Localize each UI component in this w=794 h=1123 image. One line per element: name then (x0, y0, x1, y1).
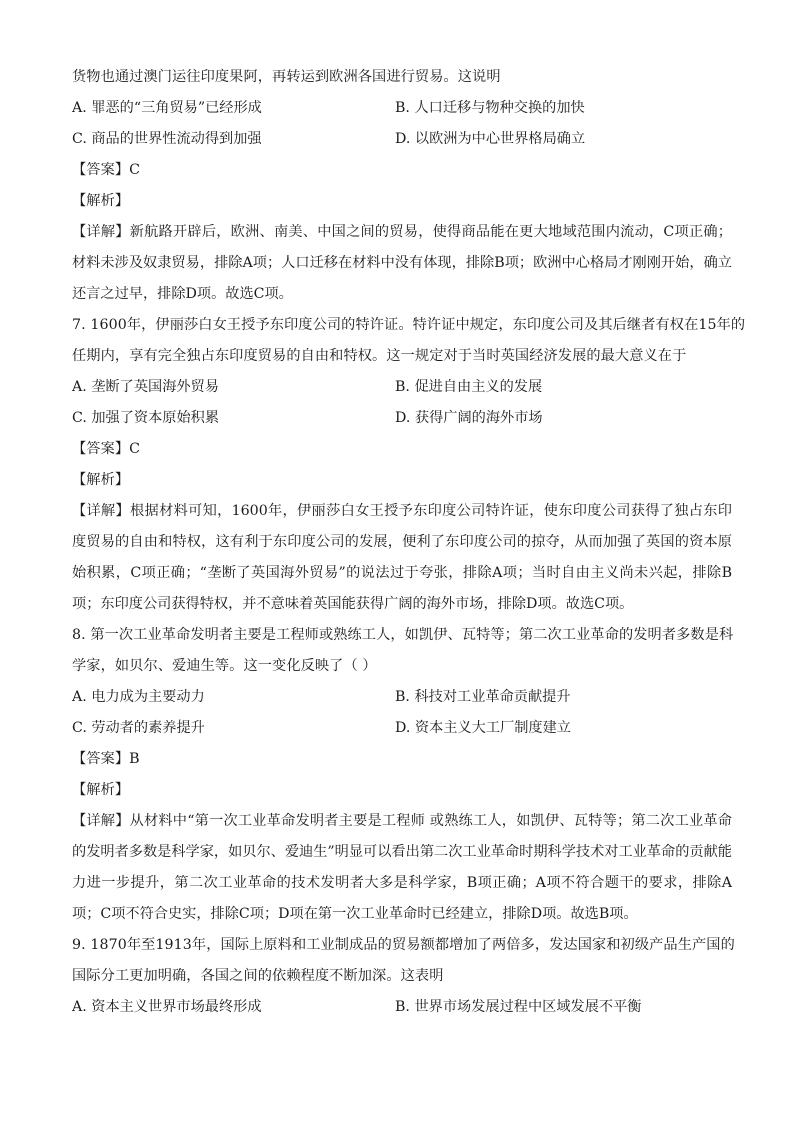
q8-detail (72, 806, 732, 930)
answer-label: 【答案】 (72, 441, 130, 457)
q6-option-a: A. 罪恶的“三角贸易”已经形成 (72, 100, 262, 116)
detail-text: 新航路开辟后，欧洲、南美、中国之间的贸易，使得商品能在更大地域范围内流动，C项正确；材料未涉及奴隶贸易，排除A项；人口迁移在材料中没有体现，排除B项；欧洲中心格局才刚刚开始，确立还言之过早，排除D项。故选C项。 (72, 224, 732, 302)
q8-answer (72, 744, 732, 775)
q6-options-row-2 (72, 124, 732, 155)
q7-detail (72, 496, 732, 620)
q8-options-row-2 (72, 713, 732, 744)
answer-value: B (129, 751, 140, 767)
q8-analysis-label: 【解析】 (72, 782, 130, 798)
q8-option-a: A. 电力成为主要动力 (72, 689, 205, 705)
q7-stem-line-1: 7. 1600年，伊丽莎白女王授予东印度公司的特许证。特许证中规定，东印度公司及其后继者有权在15年的 (72, 317, 746, 333)
q6-options-row-1 (72, 93, 732, 124)
q7-answer (72, 434, 732, 465)
q8-option-c: C. 劳动者的素养提升 (72, 720, 205, 736)
q9-stem-line-1: 9. 1870年至1913年，国际上原料和工业制成品的贸易额都增加了两倍多，发达国家和初级产品生产国的 (72, 937, 735, 953)
detail-label: 【详解】 (72, 813, 130, 829)
q8-stem-line-2: 学家，如贝尔、爱迪生等。这一变化反映了（ ） (72, 658, 377, 674)
answer-value: C (129, 162, 141, 178)
detail-text: 从材料中“第一次工业革命发明者主要是工程师 或熟练工人，如凯伊、瓦特等；第二次工业革命的发明者多数是科学家，如贝尔、爱迪生”明显可以看出第二次工业革命时期科学技术对工业革命的贡献能力进一步提升，第二次工业革命的技术发明者大多是科学家，B项正确；A项不符合题干的要求，排除A项；C项不符合史实，排除C项；D项在第一次工业革命时已经建立，排除D项。故选B项。 (72, 813, 732, 922)
q7-options-row-1 (72, 372, 732, 403)
q7-option-a: A. 垄断了英国海外贸易 (72, 379, 219, 395)
document-page (72, 62, 746, 1023)
q8-option-d: D. 资本主义大工厂制度建立 (395, 720, 571, 736)
detail-label: 【详解】 (72, 224, 130, 240)
q6-option-c: C. 商品的世界性流动得到加强 (72, 131, 262, 147)
q7-option-b: B. 促进自由主义的发展 (395, 379, 543, 395)
q7-stem-line-2: 任期内，享有完全独占东印度贸易的自由和特权。这一规定对于当时英国经济发展的最大意义在于 (72, 348, 687, 364)
q8-option-b: B. 科技对工业革命贡献提升 (395, 689, 571, 705)
answer-value: C (129, 441, 141, 457)
detail-label: 【详解】 (72, 503, 131, 519)
q7-option-c: C. 加强了资本原始积累 (72, 410, 220, 426)
q7-options-row-2 (72, 403, 732, 434)
q7-option-d: D. 获得广阔的海外市场 (395, 410, 543, 426)
answer-label: 【答案】 (72, 162, 130, 178)
q6-option-b: B. 人口迁移与物种交换的加快 (395, 100, 585, 116)
answer-label: 【答案】 (72, 751, 130, 767)
q7-analysis-label: 【解析】 (72, 472, 130, 488)
q8-options-row-1 (72, 682, 732, 713)
q9-option-a: A. 资本主义世界市场最终形成 (72, 999, 262, 1015)
q6-analysis-label: 【解析】 (72, 193, 130, 209)
q6-option-d: D. 以欧洲为中心世界格局确立 (395, 131, 586, 147)
q6-detail (72, 217, 732, 310)
q6-stem-tail: 货物也通过澳门运往印度果阿，再转运到欧洲各国进行贸易。这说明 (72, 69, 501, 85)
q8-stem-line-1: 8. 第一次工业革命发明者主要是工程师或熟练工人，如凯伊、瓦特等；第二次工业革命的发明者多数是科 (72, 627, 734, 643)
q6-answer (72, 155, 732, 186)
q9-stem-line-2: 国际分工更加明确，各国之间的依赖程度不断加深。这表明 (72, 968, 444, 984)
detail-text: 根据材料可知，1600年，伊丽莎白女王授予东印度公司特许证，使东印度公司获得了独占东印度贸易的自由和特权，这有利于东印度公司的发展，便利了东印度公司的掠夺，从而加强了英国的资本原始积累，C项正确；“垄断了英国海外贸易”的说法过于夸张，排除A项；当时自由主义尚未兴起，排除B项；东印度公司获得特权，并不意味着英国能获得广阔的海外市场，排除D项。故选C项。 (72, 503, 732, 612)
q9-option-b: B. 世界市场发展过程中区域发展不平衡 (395, 999, 642, 1015)
q9-options-row-1 (72, 992, 732, 1023)
